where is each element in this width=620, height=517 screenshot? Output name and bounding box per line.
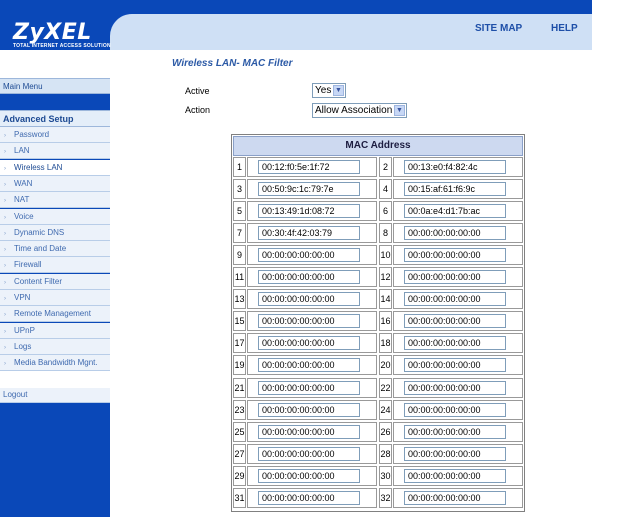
- mac-address-input[interactable]: 00:00:00:00:00:00: [258, 381, 360, 395]
- bullet-icon: ›: [4, 149, 6, 156]
- mac-index-cell: 16: [379, 311, 392, 331]
- mac-address-input[interactable]: 00:00:00:00:00:00: [404, 270, 506, 284]
- mac-value-cell: [393, 201, 523, 221]
- bullet-icon: ›: [4, 214, 6, 221]
- mac-index-cell: 10: [379, 245, 392, 265]
- mac-address-input[interactable]: 00:00:00:00:00:00: [404, 292, 506, 306]
- sidebar-item-label: Logs: [14, 341, 32, 351]
- bullet-icon: ›: [4, 181, 6, 188]
- mac-index-cell: 22: [379, 378, 392, 398]
- logout-label: Logout: [3, 390, 28, 399]
- mac-value-cell: [393, 488, 523, 508]
- mac-value-cell: [393, 333, 523, 353]
- mac-index-cell: 1: [233, 157, 246, 177]
- bullet-icon: ›: [4, 361, 6, 368]
- sidebar-item-content-filter[interactable]: [0, 274, 110, 290]
- mac-index-cell: 31: [233, 488, 246, 508]
- mac-value-cell: [247, 267, 377, 287]
- mac-value-cell: [393, 355, 523, 375]
- sidebar-item-nat[interactable]: [0, 192, 110, 208]
- action-select[interactable]: [312, 103, 407, 118]
- zyxel-logo: ZyXEL: [13, 20, 92, 45]
- mac-index-cell: 18: [379, 333, 392, 353]
- mac-address-input[interactable]: 00:00:00:00:00:00: [404, 336, 506, 350]
- mac-index-cell: 20: [379, 355, 392, 375]
- mac-address-input[interactable]: 00:00:00:00:00:00: [258, 447, 360, 461]
- mac-address-input[interactable]: 00:00:00:00:00:00: [258, 248, 360, 262]
- mac-index-cell: 3: [233, 179, 246, 199]
- mac-value-cell: [247, 466, 377, 486]
- sidebar-item-label: Wireless LAN: [14, 162, 63, 172]
- sidebar-item-label: Voice: [14, 211, 34, 221]
- mac-address-input[interactable]: 00:00:00:00:00:00: [404, 358, 506, 372]
- mac-index-cell: 19: [233, 355, 246, 375]
- sidebar-item-media-bandwidth-mgnt[interactable]: [0, 355, 110, 371]
- mac-value-cell: [393, 289, 523, 309]
- sidebar-item-label: WAN: [14, 178, 33, 188]
- mac-value-cell: [247, 223, 377, 243]
- sidebar-item-label: Time and Date: [14, 244, 67, 254]
- advanced-setup-heading: Advanced Setup: [0, 110, 110, 127]
- bullet-icon: ›: [4, 198, 6, 205]
- sidebar-item-wan[interactable]: [0, 176, 110, 192]
- mac-index-cell: 30: [379, 466, 392, 486]
- help-link[interactable]: HELP: [551, 23, 578, 34]
- mac-value-cell: [393, 267, 523, 287]
- mac-value-cell: [247, 422, 377, 442]
- mac-address-input[interactable]: 00:00:00:00:00:00: [258, 336, 360, 350]
- mac-value-cell: [247, 488, 377, 508]
- mac-index-cell: 14: [379, 289, 392, 309]
- mac-address-input[interactable]: 00:00:00:00:00:00: [404, 425, 506, 439]
- bullet-icon: ›: [4, 133, 6, 139]
- sidebar-item-time-and-date[interactable]: [0, 241, 110, 257]
- active-label: Active: [185, 86, 210, 96]
- mac-value-cell: [247, 179, 377, 199]
- mac-value-cell: [393, 466, 523, 486]
- mac-value-cell: [247, 245, 377, 265]
- mac-value-cell: [247, 444, 377, 464]
- mac-value-cell: [393, 179, 523, 199]
- sidebar-spacer: [0, 50, 110, 78]
- bullet-icon: ›: [4, 247, 6, 254]
- mac-index-cell: 6: [379, 201, 392, 221]
- mac-index-cell: 17: [233, 333, 246, 353]
- sidebar-item-label: VPN: [14, 293, 31, 302]
- mac-address-input[interactable]: 00:00:00:00:00:00: [258, 491, 360, 505]
- sidebar-item-label: Password: [14, 130, 50, 139]
- mac-value-cell: [393, 378, 523, 398]
- mac-value-cell: [247, 157, 377, 177]
- mac-address-input[interactable]: 00:00:00:00:00:00: [258, 358, 360, 372]
- sidebar-item-label: Dynamic DNS: [14, 227, 65, 237]
- sidebar-item-label: LAN: [14, 146, 30, 156]
- sidebar-item-label: Content Filter: [14, 276, 63, 286]
- mac-address-input[interactable]: 00:00:00:00:00:00: [404, 226, 506, 240]
- mac-index-cell: 21: [233, 378, 246, 398]
- mac-address-input[interactable]: 00:00:00:00:00:00: [258, 425, 360, 439]
- mac-address-input[interactable]: 00:00:00:00:00:00: [258, 469, 360, 483]
- active-select[interactable]: [312, 83, 346, 98]
- mac-address-input[interactable]: 00:13:e0:f4:82:4c: [404, 160, 506, 174]
- mac-address-input[interactable]: 00:00:00:00:00:00: [258, 270, 360, 284]
- mac-address-input[interactable]: 00:0a:e4:d1:7b:ac: [404, 204, 506, 218]
- mac-index-cell: 5: [233, 201, 246, 221]
- mac-index-cell: 26: [379, 422, 392, 442]
- mac-address-input[interactable]: 00:00:00:00:00:00: [404, 381, 506, 395]
- mac-address-input[interactable]: 00:00:00:00:00:00: [404, 314, 506, 328]
- mac-address-input[interactable]: 00:00:00:00:00:00: [404, 403, 506, 417]
- page-margin: [592, 0, 620, 517]
- mac-table-header: MAC Address: [233, 136, 523, 156]
- mac-index-cell: 7: [233, 223, 246, 243]
- mac-index-cell: 11: [233, 267, 246, 287]
- site-map-link[interactable]: SITE MAP: [475, 23, 523, 34]
- mac-address-input[interactable]: 00:00:00:00:00:00: [258, 314, 360, 328]
- action-select-value: Allow Association: [315, 105, 393, 116]
- page-title: Wireless LAN- MAC Filter: [172, 58, 293, 69]
- mac-address-input[interactable]: 00:00:00:00:00:00: [404, 248, 506, 262]
- mac-index-cell: 25: [233, 422, 246, 442]
- mac-index-cell: 15: [233, 311, 246, 331]
- sidebar-item-lan[interactable]: [0, 143, 110, 159]
- sidebar-item-vpn[interactable]: [0, 290, 110, 306]
- mac-address-input[interactable]: 00:00:00:00:00:00: [258, 403, 360, 417]
- mac-value-cell: [393, 157, 523, 177]
- mac-value-cell: [393, 444, 523, 464]
- mac-index-cell: 24: [379, 400, 392, 420]
- bullet-icon: ›: [4, 165, 6, 172]
- sidebar-item-label: Remote Management: [14, 309, 91, 319]
- sidebar-item-upnp[interactable]: [0, 323, 110, 339]
- main-menu-link[interactable]: Main Menu: [0, 78, 110, 94]
- sidebar-item-remote-management[interactable]: [0, 306, 110, 322]
- mac-address-input[interactable]: 00:00:00:00:00:00: [404, 491, 506, 505]
- mac-index-cell: 23: [233, 400, 246, 420]
- bullet-icon: ›: [4, 312, 6, 319]
- mac-index-cell: 8: [379, 223, 392, 243]
- mac-index-cell: 13: [233, 289, 246, 309]
- mac-value-cell: [393, 311, 523, 331]
- mac-index-cell: 9: [233, 245, 246, 265]
- mac-address-input[interactable]: 00:30:4f:42:03:79: [258, 226, 360, 240]
- mac-address-input[interactable]: 00:15:af:61:f6:9c: [404, 182, 506, 196]
- mac-value-cell: [247, 355, 377, 375]
- mac-value-cell: [247, 378, 377, 398]
- mac-value-cell: [393, 223, 523, 243]
- mac-address-input[interactable]: 00:00:00:00:00:00: [404, 447, 506, 461]
- mac-value-cell: [247, 311, 377, 331]
- sidebar-item-logs[interactable]: [0, 339, 110, 355]
- chevron-down-icon: ▼: [333, 85, 344, 96]
- mac-index-cell: 2: [379, 157, 392, 177]
- logo-tagline: TOTAL INTERNET ACCESS SOLUTION: [13, 43, 111, 49]
- mac-index-cell: 28: [379, 444, 392, 464]
- bullet-icon: ›: [4, 328, 6, 335]
- sidebar-item-password[interactable]: [0, 127, 110, 143]
- mac-address-input[interactable]: 00:00:00:00:00:00: [404, 469, 506, 483]
- mac-value-cell: [247, 201, 377, 221]
- bullet-icon: ›: [4, 344, 6, 351]
- action-label: Action: [185, 105, 211, 115]
- mac-value-cell: [393, 422, 523, 442]
- mac-value-cell: [247, 333, 377, 353]
- bullet-icon: ›: [4, 279, 6, 286]
- mac-index-cell: 32: [379, 488, 392, 508]
- sidebar-item-dynamic-dns[interactable]: [0, 225, 110, 241]
- mac-address-input[interactable]: 00:13:49:1d:08:72: [258, 204, 360, 218]
- mac-address-input[interactable]: 00:50:9c:1c:79:7e: [258, 182, 360, 196]
- mac-value-cell: [393, 400, 523, 420]
- mac-index-cell: 29: [233, 466, 246, 486]
- sidebar-item-label: Firewall: [14, 260, 42, 270]
- mac-index-cell: 12: [379, 267, 392, 287]
- sidebar-gap: [0, 371, 110, 388]
- mac-address-input[interactable]: 00:12:f0:5e:1f:72: [258, 160, 360, 174]
- mac-value-cell: [393, 245, 523, 265]
- mac-value-cell: [247, 400, 377, 420]
- sidebar-item-wireless-lan[interactable]: [0, 160, 110, 176]
- mac-index-cell: 4: [379, 179, 392, 199]
- sidebar-item-label: NAT: [14, 195, 30, 205]
- sidebar-item-voice[interactable]: [0, 209, 110, 225]
- mac-value-cell: [247, 289, 377, 309]
- chevron-down-icon: ▼: [394, 105, 405, 116]
- sidebar-item-label: UPnP: [14, 325, 35, 335]
- sidebar-item-label: Media Bandwidth Mgnt.: [14, 358, 98, 368]
- bullet-icon: ›: [4, 296, 6, 302]
- sidebar-item-firewall[interactable]: [0, 257, 110, 273]
- mac-address-input[interactable]: 00:00:00:00:00:00: [258, 292, 360, 306]
- bullet-icon: ›: [4, 230, 6, 237]
- active-select-value: Yes: [315, 85, 332, 96]
- bullet-icon: ›: [4, 263, 6, 270]
- mac-index-cell: 27: [233, 444, 246, 464]
- logout-link[interactable]: [0, 388, 110, 403]
